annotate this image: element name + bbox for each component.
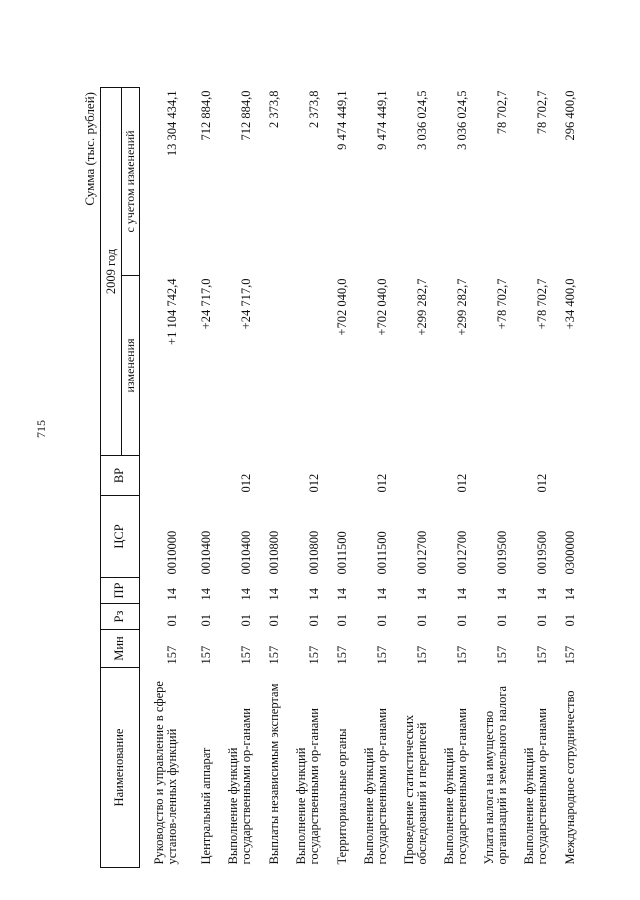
cell-csr: 0010000 xyxy=(164,530,179,575)
cell-vr xyxy=(253,456,281,496)
cell-pr: 14 xyxy=(238,588,253,601)
table-row xyxy=(213,87,253,867)
cell-rz: 01 xyxy=(334,614,349,627)
cell-change: +78 702,7 xyxy=(494,278,509,330)
cell-vr xyxy=(179,456,213,496)
cell-total: 78 702,7 xyxy=(494,90,509,135)
cell-rz: 01 xyxy=(562,614,577,627)
cell-change: +78 702,7 xyxy=(534,278,549,330)
page-number: 715 xyxy=(34,420,48,438)
budget-table xyxy=(100,87,577,868)
cell-min: 157 xyxy=(374,645,389,665)
table-row xyxy=(349,87,389,867)
cell-change: +299 282,7 xyxy=(414,278,429,336)
cell-name: Территориальные органы xyxy=(334,728,349,865)
table-body xyxy=(139,87,577,867)
header-vr: ВР xyxy=(101,456,140,496)
cell-rz: 01 xyxy=(534,614,549,627)
cell-change: +702 040,0 xyxy=(374,278,389,336)
cell-vr xyxy=(389,456,429,496)
table-row xyxy=(429,87,469,867)
cell-name: Выплаты независимым экспертам xyxy=(266,683,281,865)
cell-csr: 0012700 xyxy=(454,530,469,575)
cell-min: 157 xyxy=(414,645,429,665)
cell-rz: 01 xyxy=(454,614,469,627)
table-row xyxy=(469,87,509,867)
table-row xyxy=(179,87,213,867)
cell-min: 157 xyxy=(306,645,321,665)
cell-change: +24 717,0 xyxy=(238,278,253,330)
cell-pr: 14 xyxy=(198,588,213,601)
header-name: Наименование xyxy=(101,668,140,868)
cell-change xyxy=(253,276,281,456)
cell-min: 157 xyxy=(334,645,349,665)
cell-total: 9 474 449,1 xyxy=(374,90,389,150)
table-row xyxy=(253,87,281,867)
cell-csr: 0019500 xyxy=(534,530,549,575)
header-pr: ПР xyxy=(101,578,140,604)
cell-total: 13 304 434,1 xyxy=(164,90,179,157)
cell-name: Выполнение функций государственными ор-ганами xyxy=(361,708,389,865)
cell-csr: 0011500 xyxy=(334,531,349,575)
cell-csr: 0010800 xyxy=(306,530,321,575)
cell-change: +702 040,0 xyxy=(334,278,349,336)
header-min: Мин xyxy=(101,630,140,668)
cell-vr: 012 xyxy=(454,473,469,493)
cell-name: Центральный аппарат xyxy=(198,747,213,865)
cell-min: 157 xyxy=(534,645,549,665)
cell-rz: 01 xyxy=(374,614,389,627)
cell-total: 3 036 024,5 xyxy=(414,90,429,150)
cell-pr: 14 xyxy=(534,588,549,601)
header-rz: Рз xyxy=(101,604,140,630)
cell-min: 157 xyxy=(494,645,509,665)
cell-total: 2 373,8 xyxy=(266,90,281,128)
cell-change: +1 104 742,4 xyxy=(164,278,179,345)
cell-total: 9 474 449,1 xyxy=(334,90,349,150)
cell-vr: 012 xyxy=(534,473,549,493)
cell-min: 157 xyxy=(238,645,253,665)
cell-rz: 01 xyxy=(164,614,179,627)
cell-csr: 0010400 xyxy=(238,530,253,575)
cell-min: 157 xyxy=(198,645,213,665)
cell-pr: 14 xyxy=(494,588,509,601)
cell-name: Выполнение функций государственными ор-ганами xyxy=(293,708,321,865)
cell-pr: 14 xyxy=(266,588,281,601)
header-with-changes: с учетом изменений xyxy=(122,87,140,275)
cell-change xyxy=(281,276,321,456)
cell-name: Руководство и управление в сфере установ-ленных функций xyxy=(151,681,179,865)
cell-min: 157 xyxy=(454,645,469,665)
table-row xyxy=(281,87,321,867)
cell-pr: 14 xyxy=(454,588,469,601)
cell-change: +34 400,0 xyxy=(562,278,577,330)
table-row xyxy=(509,87,549,867)
cell-vr xyxy=(549,456,577,496)
cell-total: 712 884,0 xyxy=(238,90,253,141)
cell-change: +24 717,0 xyxy=(198,278,213,330)
cell-min: 157 xyxy=(266,645,281,665)
cell-pr: 14 xyxy=(414,588,429,601)
cell-change: +299 282,7 xyxy=(454,278,469,336)
cell-pr: 14 xyxy=(334,588,349,601)
header-changes: изменения xyxy=(122,276,140,456)
cell-total: 712 884,0 xyxy=(198,90,213,141)
cell-pr: 14 xyxy=(306,588,321,601)
cell-min: 157 xyxy=(164,645,179,665)
cell-name: Уплата налога на имущество организаций и земельного налога xyxy=(481,685,509,865)
cell-vr: 012 xyxy=(306,473,321,493)
cell-rz: 01 xyxy=(494,614,509,627)
table-row xyxy=(389,87,429,867)
table-row xyxy=(549,87,577,867)
rotated-table-region xyxy=(80,88,577,868)
cell-total: 3 036 024,5 xyxy=(454,90,469,150)
header-csr: ЦСР xyxy=(101,496,140,578)
cell-csr: 0010400 xyxy=(198,530,213,575)
cell-pr: 14 xyxy=(164,588,179,601)
cell-vr: 012 xyxy=(238,473,253,493)
cell-rz: 01 xyxy=(238,614,253,627)
table-row xyxy=(321,87,349,867)
table-row xyxy=(139,87,179,867)
cell-vr xyxy=(139,456,179,496)
cell-vr xyxy=(321,456,349,496)
cell-csr: 0012700 xyxy=(414,530,429,575)
header-year: 2009 год xyxy=(101,87,122,455)
cell-total: 296 400,0 xyxy=(562,90,577,141)
cell-min: 157 xyxy=(562,645,577,665)
cell-name: Выполнение функций государственными ор-ганами xyxy=(225,708,253,865)
cell-csr: 0019500 xyxy=(494,530,509,575)
cell-pr: 14 xyxy=(562,588,577,601)
cell-name: Выполнение функций государственными ор-ганами xyxy=(441,708,469,865)
cell-rz: 01 xyxy=(306,614,321,627)
cell-vr xyxy=(469,456,509,496)
cell-name: Международное сотрудничество xyxy=(562,690,577,865)
header-row xyxy=(101,87,122,867)
cell-rz: 01 xyxy=(414,614,429,627)
cell-pr: 14 xyxy=(374,588,389,601)
units-caption: Сумма (тыс. рублей) xyxy=(82,92,97,206)
cell-total: 78 702,7 xyxy=(534,90,549,135)
cell-rz: 01 xyxy=(266,614,281,627)
cell-name: Проведение статистических обследований и переписей xyxy=(401,714,429,865)
cell-csr: 0010800 xyxy=(266,530,281,575)
cell-csr: 0011500 xyxy=(374,531,389,575)
cell-csr: 0300000 xyxy=(562,530,577,575)
cell-name: Выполнение функций государственными ор-ганами xyxy=(521,708,549,865)
cell-total: 2 373,8 xyxy=(306,90,321,128)
cell-rz: 01 xyxy=(198,614,213,627)
cell-vr: 012 xyxy=(374,473,389,493)
